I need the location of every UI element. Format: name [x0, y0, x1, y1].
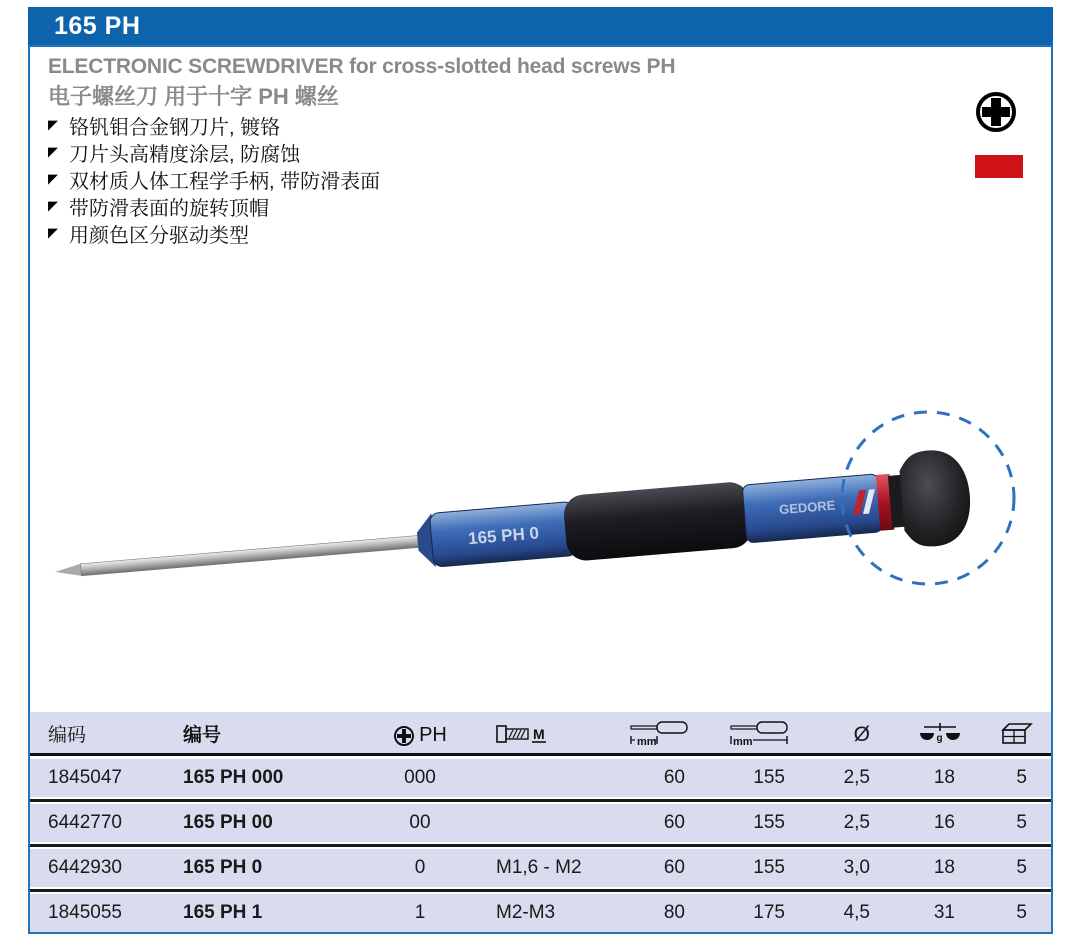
feature-item: ◤ 双材质人体工程学手柄, 带防滑表面: [48, 165, 380, 192]
cell-blade-length: 80: [663, 902, 685, 923]
rotating-end-cap: [898, 447, 974, 548]
header-ph: PH: [377, 724, 463, 747]
header-total-length: [703, 719, 803, 747]
product-title-en: ELECTRONIC SCREWDRIVER for cross-slotted head screws PH: [48, 55, 676, 78]
svg-text:M: M: [533, 726, 545, 742]
handle-color-swatch-red: [975, 155, 1023, 178]
machine-screw-icon: [496, 721, 548, 747]
cell-thread: M2-M3: [496, 902, 556, 923]
brand-marking: GEDORE: [778, 497, 836, 518]
feature-list: [48, 111, 380, 246]
product-code: 165 PH: [54, 12, 141, 40]
product-image-screwdriver: [40, 400, 1040, 610]
cell-weight: 16: [933, 812, 955, 833]
header-weight: [888, 721, 973, 747]
cell-diameter: 3,0: [843, 857, 870, 878]
spec-table: [30, 712, 1051, 932]
feature-item: ◤ 带防滑表面的旋转顶帽: [48, 192, 380, 219]
triangle-bullet-icon: ◤: [48, 198, 58, 213]
cell-pack-unit: 5: [1016, 812, 1027, 833]
header-diameter: Ø: [853, 723, 870, 746]
cell-ph: 1: [414, 902, 426, 923]
cell-total-length: 155: [753, 857, 785, 878]
phillips-icon: [393, 725, 415, 747]
weight-scale-icon: [919, 721, 961, 747]
cell-diameter: 4,5: [843, 902, 870, 923]
cell-code: 1845055: [48, 902, 122, 923]
cell-ph: 000: [404, 767, 436, 788]
cell-total-length: 155: [753, 812, 785, 833]
cell-number: 165 PH 000: [183, 767, 284, 788]
cell-number: 165 PH 1: [183, 902, 263, 923]
product-code-header: [28, 7, 1053, 45]
table-header-row: [30, 712, 1051, 753]
triangle-bullet-icon: ◤: [48, 171, 58, 186]
package-box-icon: [999, 721, 1033, 747]
header-thread-size: [463, 721, 603, 747]
header-code: 编码: [48, 725, 87, 746]
cell-diameter: 2,5: [843, 812, 870, 833]
cell-diameter: 2,5: [843, 767, 870, 788]
svg-text:mm: mm: [637, 736, 657, 747]
svg-text:mm: mm: [733, 736, 753, 747]
cell-weight: 18: [933, 857, 955, 878]
cell-total-length: 155: [753, 767, 785, 788]
product-title-zh: 电子螺丝刀 用于十字 PH 螺丝: [48, 84, 339, 109]
handle-marking: 165 PH 0: [467, 523, 540, 549]
table-row: [30, 804, 1051, 842]
cell-blade-length: 60: [663, 812, 685, 833]
feature-item: ◤ 用颜色区分驱动类型: [48, 219, 380, 246]
screwdriver-body: [51, 447, 974, 610]
triangle-bullet-icon: ◤: [48, 225, 58, 240]
row-divider: [30, 842, 1051, 849]
table-row: [30, 894, 1051, 932]
screwdriver-tip: [54, 563, 83, 578]
screwdriver-shaft: [80, 535, 420, 575]
header-number: 编号: [183, 725, 222, 746]
svg-text:g: g: [936, 733, 943, 744]
cell-number: 165 PH 0: [183, 857, 263, 878]
header-blade-length: [603, 719, 703, 747]
cell-ph: 0: [414, 857, 426, 878]
cell-weight: 31: [933, 902, 955, 923]
handle-grip-black: [562, 481, 753, 562]
header-pack-unit: [973, 721, 1045, 747]
row-divider: [30, 797, 1051, 804]
cell-blade-length: 60: [663, 767, 685, 788]
cell-thread: M1,6 - M2: [496, 857, 582, 878]
row-divider: [30, 887, 1051, 894]
blade-length-icon: [629, 719, 691, 747]
cell-blade-length: 60: [663, 857, 685, 878]
triangle-bullet-icon: ◤: [48, 144, 58, 159]
cell-ph: 00: [409, 812, 431, 833]
cell-number: 165 PH 00: [183, 812, 273, 833]
cell-pack-unit: 5: [1016, 857, 1027, 878]
content-box: [28, 45, 1053, 934]
cell-code: 1845047: [48, 767, 122, 788]
cell-pack-unit: 5: [1016, 902, 1027, 923]
feature-item: ◤ 刀片头高精度涂层, 防腐蚀: [48, 138, 380, 165]
cell-weight: 18: [933, 767, 955, 788]
table-row: [30, 759, 1051, 797]
triangle-bullet-icon: ◤: [48, 117, 58, 132]
total-length-icon: [729, 719, 791, 747]
cell-code: 6442930: [48, 857, 122, 878]
cell-pack-unit: 5: [1016, 767, 1027, 788]
cell-total-length: 175: [753, 902, 785, 923]
feature-item: ◤ 铬钒钼合金钢刀片, 镀铬: [48, 111, 380, 138]
cell-code: 6442770: [48, 812, 122, 833]
table-row: [30, 849, 1051, 887]
phillips-drive-icon: [975, 91, 1017, 133]
